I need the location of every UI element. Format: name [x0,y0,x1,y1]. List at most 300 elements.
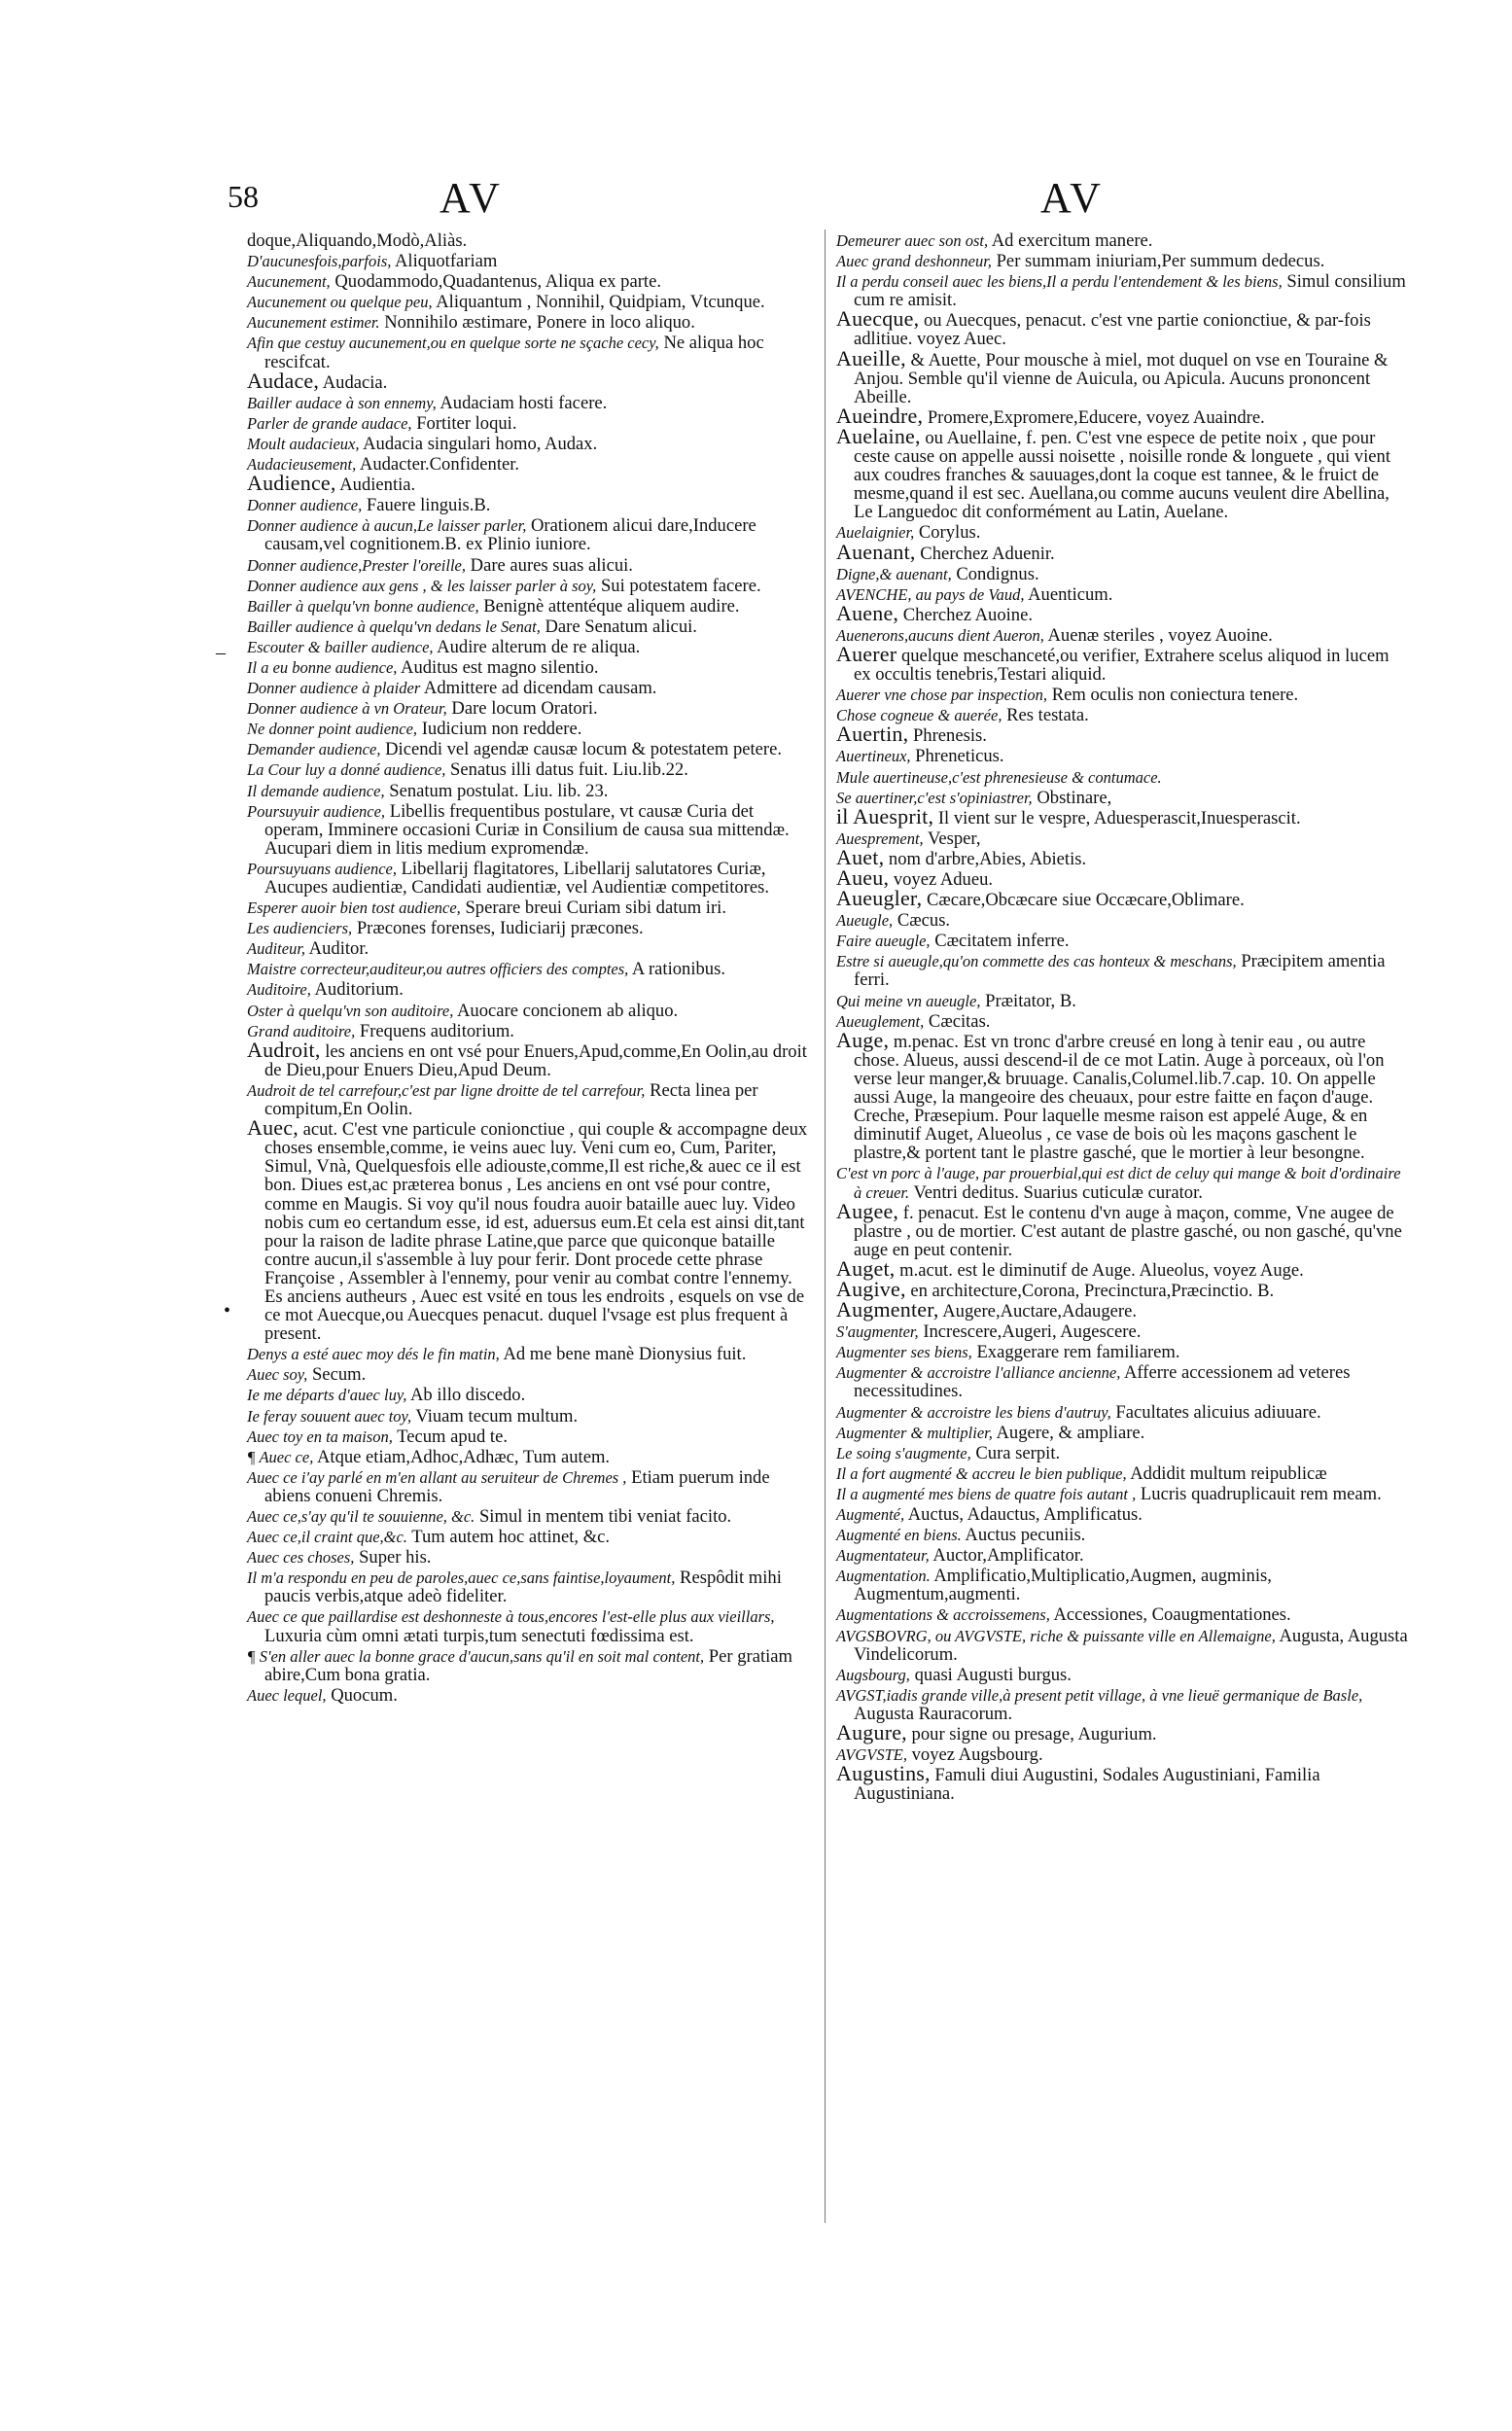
entry-latin: quasi Augusti burgus. [914,1664,1072,1685]
dictionary-entry [836,886,1410,911]
entry-latin: Facultates alicuius adiuuare. [1115,1401,1321,1423]
entry-headword: Aueugler, [836,886,923,911]
entry-french: Auertineux, [836,747,911,766]
entry-latin: voyez Adueu. [893,869,994,890]
entry-latin: doque,Aliquando,Modò,Aliàs. [247,230,468,251]
entry-latin: Libellis frequentibus postulare, vt causæ Curia det operam, Imminere occasioni Curiæ in Consilium de causa sua mittendæ. Aucupari diem in litis medium expromendæ. [264,800,790,859]
dictionary-entry [247,1343,813,1363]
entry-latin: Præcipitem amentia ferri. [854,951,1386,991]
dictionary-entry [836,930,1410,950]
dictionary-entry [247,291,813,311]
entry-latin: Auctor,Amplificator. [932,1545,1084,1567]
entry-french: Aucunement, [247,272,331,292]
dictionary-entry [247,917,813,937]
entry-latin: quelque meschanceté,ou verifier, Extrahere scelus aliquod in lucem ex occultis tenebris,Testari aliquid. [854,645,1389,686]
entry-latin: Accessiones, Coaugmentationes. [1053,1604,1291,1626]
entry-french: Augmenter & multiplier, [836,1423,993,1442]
entry-latin: Cæcare,Obcæcare siue Occæcare,Oblimare. [926,890,1245,911]
dictionary-entry [247,1684,813,1705]
entry-french: Auditeur, [247,939,306,959]
entry-latin: Auditus est magno silentio. [401,656,599,678]
entry-latin: Cherchez Aduenir. [920,543,1055,564]
entry-headword: il Auesprit, [836,803,934,828]
entry-latin: Auocare concionem ab aliquo. [456,1000,679,1021]
entry-headword: Auenant, [836,539,916,564]
entry-headword: Auene, [836,600,899,625]
entry-french: Il demande audience, [247,781,385,800]
entry-french: Donner audience, [247,496,363,515]
entry-latin: Famuli diui Augustini, Sodales Augustiniani, Familia Augustiniana. [854,1765,1320,1805]
dictionary-entry [836,745,1410,765]
entry-latin: Cæcitatem inferre. [934,931,1070,952]
entry-french: Poursuyuir audience, [247,801,386,821]
entry-latin: Frequens auditorium. [359,1020,514,1041]
entry-latin: Audacia singulari homo, Audax. [363,433,598,454]
entry-latin: Per gratiam abire,Cum bona gratia. [264,1645,793,1685]
entry-french: S'augmenter, [836,1322,919,1342]
entry-french: AVGVSTE, [836,1745,907,1765]
entry-latin: Il vient sur le vespre, Aduesperascit,Inuesperascit. [937,807,1301,828]
dictionary-entry [836,624,1410,645]
dictionary-entry [247,1020,813,1040]
dictionary-entry [247,1384,813,1404]
dictionary-entry [247,1363,813,1384]
entry-latin: Vesper, [927,828,981,849]
dictionary-entry [836,828,1410,848]
entry-french: Maistre correcteur,auditeur,ou autres officiers des comptes, [247,960,629,979]
entry-latin: Augusta, Augusta Vindelicorum. [854,1625,1408,1665]
entry-french: AVGST,iadis grande ville,à present petit village, à vne lieuë germanique de Basle, [836,1685,1363,1705]
dictionary-entry [247,554,813,575]
dictionary-entry [247,758,813,779]
entry-french: Demander audience, [247,740,381,759]
entry-french: ¶ S'en aller auec la bonne grace d'aucun,sans qu'il en soit mal content, [247,1646,705,1666]
entry-latin: Libellarij flagitatores, Libellarij salutatores Curiæ, Aucupes audientiæ, Candidati audientiæ, vel Audientiæ competitores. [264,858,769,898]
entry-latin: Ad exercitum manere. [991,230,1153,251]
entry-latin: Præitator, B. [985,990,1076,1011]
dictionary-entry [836,250,1410,270]
dictionary-entry [836,1255,1410,1281]
entry-latin: Per summam iniuriam,Per summum dedecus. [996,251,1325,272]
dictionary-entry [836,1603,1410,1624]
entry-latin: Sui potestatem facere. [600,575,761,596]
dictionary-entry [247,412,813,433]
entry-latin: Aliquantum , Nonnihil, Quidpiam, Vtcunque. [436,292,765,313]
entry-latin: Audaciam hosti facere. [440,392,608,413]
entry-latin: Quodammodo,Quadantenus, Aliqua ex parte. [334,271,661,293]
dictionary-entry [836,1422,1410,1442]
dictionary-entry [247,1426,813,1446]
dictionary-entry [247,1567,813,1605]
dictionary-entry [247,677,813,697]
entry-headword: Aueille, [836,345,906,370]
dictionary-entry [836,1010,1410,1031]
dictionary-entry [247,897,813,917]
entry-latin: Promere,Expromere,Educere, voyez Auaindre. [927,406,1265,428]
entry-french: Il a perdu conseil auec les biens,Il a perdu l'entendement & les biens, [836,272,1283,292]
entry-french: Denys a esté auec moy dés le fin matin, [247,1345,500,1364]
entry-latin: Exaggerare rem familiarem. [976,1342,1180,1363]
entry-latin: Dicendi vel agendæ causæ locum & potestatem petere. [385,739,783,760]
dictionary-entry [836,563,1410,583]
entry-french: Donner audience,Prester l'oreille, [247,555,466,575]
dictionary-entry [836,539,1410,564]
entry-french: Aueuglement, [836,1011,925,1031]
dictionary-entry [836,1297,1410,1322]
entry-french: Escouter & bailler audience, [247,637,434,656]
entry-french: Augmenté, [836,1505,905,1524]
entry-latin: Res testata. [1006,705,1089,726]
dictionary-entry [247,1505,813,1526]
entry-french: Auenerons,aucuns dient Aueron, [836,625,1044,645]
entry-french: Afin que cestuy aucunement,ou en quelque sorte ne sçache cecy, [247,334,659,353]
entry-latin: Dare locum Oratori. [451,698,598,720]
entry-latin: Recta linea per compitum,En Oolin. [264,1079,758,1120]
dictionary-entry [247,270,813,291]
entry-latin: Phrenesis. [912,725,987,747]
entry-latin: Ne aliqua hoc rescifcat. [264,333,764,372]
dictionary-entry [836,1761,1410,1805]
dictionary-entry [836,1442,1410,1462]
entry-headword: Auelaine, [836,423,921,448]
entry-headword: Augure, [836,1720,907,1745]
entry-latin: ou Auecques, penacut. c'est vne partie conionctiue, & par-fois adlitiue. voyez Auec. [854,310,1371,350]
dictionary-entry [836,423,1410,523]
dictionary-entry [247,311,813,332]
entry-latin: Condignus. [956,563,1039,584]
entry-latin: Auditorium. [314,979,404,1001]
entry-french: Auesprement, [836,828,924,848]
entry-latin: Fortiter loqui. [416,412,517,434]
entry-french: Il m'a respondu en peu de paroles,auec ce,sans faintise,loyaument, [247,1568,676,1588]
entry-latin: Cæcus. [897,910,951,932]
entry-headword: Aueindre, [836,403,924,428]
dictionary-entry [836,1341,1410,1361]
entry-latin: Ab illo discedo. [409,1385,526,1406]
dictionary-entry [247,250,813,270]
entry-french: Demeurer auec son ost, [836,231,989,250]
entry-latin: Nonnihilo æstimare, Ponere in loco aliquo. [384,312,695,334]
entry-french: ¶ Auec ce, [247,1447,314,1466]
entry-headword: Auec, [247,1115,299,1141]
dictionary-entry [247,1037,813,1080]
entry-french: Donner audience aux gens , & les laisser parler à soy, [247,576,597,595]
entry-headword: Auerer [836,641,897,666]
dictionary-entry [247,656,813,677]
entry-french: Faire aueugle, [836,932,931,951]
entry-french: Moult audacieux, [247,434,360,453]
dictionary-entry [247,229,813,250]
entry-latin: Increscere,Augeri, Augescere. [923,1321,1142,1343]
entry-french: Auec grand deshonneur, [836,252,992,271]
entry-latin: Respôdit mihi paucis verbis,atque adeò fideliter. [264,1568,782,1607]
entry-french: Chose cogneue & auerée, [836,706,1002,725]
entry-french: Le soing s'augmente, [836,1443,971,1462]
dictionary-entry [836,803,1410,828]
entry-french: Augmenté en biens. [836,1526,962,1545]
dictionary-entry [247,1115,813,1345]
entry-french: Auec ces choses, [247,1548,355,1568]
entry-latin: Augere, & ampliare. [996,1422,1145,1443]
entry-french: Grand auditoire, [247,1021,356,1040]
entry-latin: A rationibus. [631,959,725,980]
entry-french: Poursuyuans audience, [247,859,397,878]
dictionary-entry [836,1162,1410,1201]
entry-latin: acut. C'est vne particule conionctiue , qui couple & accompagne deux choses ensemble,comme, ie veins auec luy. Veni cum eo, Cum, Pariter, Simul, Vnà, Quelquesfois elle adiouste,comme,Il est riche,& auec ce il est bon. Diues est,ac præterea bonus , Les anciens en ont vsé pour contre, comme en Maugis. Si voy qu'il nous foudra auoir bataille auec luy. Video nobis cum eo certandum esse, id est, aduersus eum.Et cela est ainsi dit,tant pour la raison de ladite phrase Latine,que parce que quiconque bataille contre aucun,il s'assemble à luy pour ferir. Dont procede cette phrase Françoise , Assembler à l'ennemy, pour venir au combat contre l'ennemy. Es anciens autheurs , Auec est vsité en tous les endroits , esquels on vse de ce mot Auecque,ou Auecques penacut. duquel l'vsage est plus frequent à present. [264,1119,808,1345]
dictionary-entry [247,800,813,858]
entry-french: Auec toy en ta maison, [247,1427,393,1446]
dictionary-entry [247,392,813,412]
dictionary-entry [836,865,1410,890]
dictionary-entry [836,1524,1410,1544]
entry-headword: Auecque, [836,306,920,332]
dictionary-entry [836,1401,1410,1422]
entry-latin: voyez Augsbourg. [911,1744,1043,1766]
dictionary-entry [836,684,1410,704]
entry-latin: Audacia. [322,371,388,393]
right-column [836,229,1410,1803]
dictionary-entry [836,990,1410,1010]
entry-latin: Quocum. [331,1684,398,1706]
entry-latin: Auctus, Adauctus, Amplificatus. [907,1504,1143,1525]
column-divider [825,229,826,2223]
entry-french: AVGSBOVRG, ou AVGVSTE, riche & puissante ville en Allemaigne, [836,1626,1276,1645]
dictionary-entry [247,1645,813,1684]
entry-french: Auec soy, [247,1365,308,1385]
entry-latin: Secum. [311,1364,367,1386]
entry-french: Digne,& auenant, [836,564,952,583]
entry-latin: Præcones forenses, Iudiciarij præcones. [356,918,644,939]
entry-french: D'aucunesfois,parfois, [247,252,392,271]
entry-french: Il a eu bonne audience, [247,657,398,677]
dictionary-entry [836,1361,1410,1400]
entry-latin: Tecum apud te. [397,1426,508,1447]
entry-latin: Augere,Auctare,Adaugere. [942,1301,1137,1322]
entry-french: Aucunement estimer. [247,313,380,333]
dictionary-entry [247,958,813,978]
margin-dot: • [224,1300,231,1321]
entry-french: Augmenter & accroistre l'alliance ancienne, [836,1363,1121,1383]
dictionary-entry [247,1466,813,1505]
entry-latin: Fauere linguis.B. [366,495,491,516]
dictionary-entry [836,1625,1410,1664]
entry-latin: Auditor. [308,938,369,960]
dictionary-entry [836,1198,1410,1260]
dictionary-entry [836,1027,1410,1164]
entry-french: Auec ce,il craint que,&c. [247,1528,407,1547]
entry-latin: Super his. [359,1547,432,1568]
dictionary-entry [836,844,1410,869]
dictionary-entry [247,1000,813,1020]
dictionary-entry [836,270,1410,309]
dictionary-entry [247,368,813,393]
entry-latin: Afferre accessionem ad veteres necessitudines. [854,1362,1351,1402]
entry-latin: Luxuria cùm omni ætati turpis,tum senectuti fœdissima est. [264,1625,694,1646]
dictionary-entry [836,1321,1410,1341]
entry-french: Qui meine vn aueugle, [836,991,981,1010]
entry-latin: Auenæ steriles , voyez Auoine. [1047,624,1273,646]
dictionary-entry [247,1526,813,1546]
entry-latin: Viuam tecum multum. [415,1405,579,1427]
entry-french: Se auertiner,c'est s'opiniastrer, [836,788,1033,807]
dictionary-entry [836,766,1410,787]
entry-french: Bailler audace à son ennemy, [247,393,437,412]
entry-headword: Audience, [247,471,336,496]
entry-latin: Senatum postulat. Liu. lib. 23. [389,780,609,801]
entry-latin: Audacter.Confidenter. [359,454,520,476]
entry-french: Auerer vne chose par inspection, [836,686,1048,705]
entry-latin: Admittere ad dicendam causam. [423,678,657,699]
dictionary-entry [247,1446,813,1466]
dictionary-entry [836,909,1410,930]
entry-latin: Addidit multum reipublicæ [1130,1462,1327,1484]
entry-latin: ou Auellaine, f. pen. C'est vne espece de petite noix , que pour ceste cause on appelle aussi noisette , noisille ronde & longuete , qui vient aux coudres franches & sauuages,dont la coque est tannee, & le fruict de mesme,quand il est sec. Auellana,ou comme aucuns veulent dire Abellina, Le Languedoc dit conformément au Latin, Auelane. [854,427,1390,523]
dictionary-entry [247,697,813,718]
entry-french: Augsbourg, [836,1665,910,1684]
entry-headword: Auet, [836,844,885,869]
entry-french: Oster à quelqu'vn son auditoire, [247,1001,454,1020]
dictionary-entry [247,1605,813,1644]
entry-headword: Augmenter, [836,1297,939,1322]
entry-french: Bailler audience à quelqu'vn dedans le Senat, [247,617,541,636]
dictionary-entry [836,1565,1410,1603]
dictionary-entry [247,471,813,496]
entry-french: AVENCHE, au pays de Vaud, [836,584,1025,604]
entry-french: Auec lequel, [247,1685,327,1705]
entry-latin: & Auette, Pour mousche à miel, mot duquel on vse en Touraine & Anjou. Semble qu'il vienne de Auicula, ou Apicula. Aucuns prononcent Abeille. [854,349,1389,407]
dictionary-entry [836,724,1410,745]
dictionary-entry [247,738,813,758]
dictionary-entry [836,345,1410,407]
entry-french: Auec ce,s'ay qu'il te souuienne, &c. [247,1507,475,1526]
entry-latin: pour signe ou presage, Augurium. [911,1724,1157,1745]
entry-latin: Audientia. [339,475,416,496]
entry-latin: Orationem alicui dare,Inducere causam,vel cognitionem.B. ex Plinio iuniore. [264,515,756,555]
entry-latin: Phreneticus. [915,746,1004,767]
entry-headword: Aueu, [836,865,890,890]
dictionary-entry [247,1079,813,1118]
dictionary-entry [247,494,813,514]
running-header-right: AV [1040,174,1105,222]
entry-french: Auelaignier, [836,523,915,543]
dictionary-entry [247,1546,813,1567]
entry-latin: Tum autem hoc attinet, &c. [411,1527,611,1548]
entry-french: Augmenter & accroistre les biens d'autruy, [836,1402,1111,1422]
entry-french: Bailler à quelqu'vn bonne audience, [247,596,479,616]
dictionary-entry [247,978,813,999]
dictionary-entry [836,641,1410,686]
entry-latin: Augusta Rauracorum. [854,1703,1013,1724]
page-number: 58 [228,179,259,214]
dictionary-entry [836,1503,1410,1524]
entry-french: Parler de grande audace, [247,413,412,433]
dictionary-entry [836,1462,1410,1483]
entry-french: Auec ce i'ay parlé en m'en allant au seruiteur de Chremes , [247,1467,627,1487]
entry-headword: Augee, [836,1198,899,1223]
dictionary-entry [247,718,813,738]
dictionary-entry [836,1483,1410,1503]
dictionary-entry [836,1664,1410,1684]
entry-french: Esperer auoir bien tost audience, [247,898,461,918]
entry-latin: nom d'arbre,Abies, Abietis. [888,848,1087,869]
entry-french: Augmenter ses biens, [836,1343,972,1362]
dictionary-entry [836,583,1410,604]
dictionary-entry [836,229,1410,250]
entry-french: La Cour luy a donné audience, [247,760,446,780]
entry-french: Mule auertineuse,c'est phrenesieuse & contumace. [836,767,1162,787]
entry-french: Ne donner point audience, [247,720,418,739]
entry-french: Audacieusement, [247,455,357,475]
entry-french: Audroit de tel carrefour,c'est par ligne droitte de tel carrefour, [247,1080,646,1100]
entry-headword: Augustins, [836,1761,931,1786]
dictionary-entry [247,433,813,453]
entry-french: Estre si aueugle,qu'on commette des cas honteux & meschans, [836,952,1237,971]
dictionary-entry [247,1405,813,1426]
entry-french: Il a fort augmenté & accreu le bien publique, [836,1463,1127,1483]
entry-latin: Corylus. [918,522,981,544]
entry-latin: f. penacut. Est le contenu d'vn auge à maçon, comme, Vne augee de plastre , ou de mortier. C'est autant de plastre gasché, ou non gasché, qu'vne auge en peut contenir. [854,1202,1402,1260]
entry-latin: Simul in mentem tibi veniat facito. [478,1506,732,1527]
dictionary-entry [836,306,1410,350]
entry-french: Augmentateur, [836,1546,930,1566]
dictionary-entry [836,521,1410,542]
entry-latin: les anciens en ont vsé pour Enuers,Apud,comme,En Oolin,au droit de Dieu,pour Enuers Dieu,Apud Deum. [264,1040,807,1080]
entry-latin: Lucris quadruplicauit rem meam. [1140,1483,1382,1504]
entry-latin: Audire alterum de re aliqua. [437,636,641,657]
margin-dash: – [216,642,226,663]
entry-latin: Atque etiam,Adhoc,Adhæc, Tum autem. [316,1446,611,1467]
entry-latin: Auenticum. [1028,583,1113,605]
entry-latin: Ventri deditus. Suarius cuticulæ curator. [913,1181,1203,1203]
left-column [247,229,813,1705]
dictionary-entry [836,600,1410,625]
entry-latin: en architecture,Corona, Precinctura,Præcinctio. B. [910,1280,1275,1301]
entry-latin: Senatus illi datus fuit. Liu.lib.22. [450,759,688,781]
entry-latin: Sperare breui Curiam sibi datum iri. [465,898,726,919]
entry-latin: Auctus pecuniis. [965,1525,1086,1546]
entry-french: Ie me départs d'auec luy, [247,1386,407,1405]
entry-french: Donner audience à vn Orateur, [247,699,447,719]
running-header-left: AV [440,174,504,222]
entry-french: Donner audience à plaider [247,679,421,698]
entry-french: Aucunement ou quelque peu, [247,293,433,312]
entry-latin: Cura serpit. [975,1442,1061,1463]
dictionary-entry [247,937,813,958]
entry-latin: m.penac. Est vn tronc d'arbre creusé en long à tenir eau , ou autre chose. Alueus, aussi descend-il de ce mot Latin. Auge à porceaux, où l'on verse leur manger,& bruuage. Canalis,Columel.lib.7.cap. 10. On appelle aussi Auge, la mangeoire des cheuaux, pour estre faitte en façon d'auge. Creche, Præsepium. Pour laquelle mesme raison est appelé Auge, & en diminutif Auget, Alueolus , ce vase de bois où les maçons gaschent le plastre,& portent tant le plastre gasché, que le mortier à leur besongne. [854,1031,1385,1164]
entry-french: Aueugle, [836,911,894,931]
dictionary-entry [836,1544,1410,1565]
dictionary-entry [247,332,813,370]
entry-french: Il a augmenté mes biens de quatre fois autant , [836,1484,1137,1503]
dictionary-entry [247,780,813,800]
entry-latin: Cæcitas. [928,1010,991,1032]
entry-headword: Auget, [836,1255,896,1281]
dictionary-entry [247,858,813,897]
entry-headword: Audace, [247,368,320,393]
entry-latin: Aliquotfariam [395,251,498,272]
entry-headword: Augive, [836,1276,906,1301]
dictionary-entry [836,950,1410,989]
entry-latin: m.acut. est le diminutif de Auge. Alueolus, voyez Auge. [899,1259,1304,1281]
entry-headword: Auertin, [836,722,909,747]
entry-french: Auec ce que paillardise est deshonneste à tous,encores l'est-elle plus aux vieillars, [247,1607,775,1627]
entry-latin: Etiam puerum inde abiens conueni Chremis. [264,1466,770,1506]
dictionary-entry [247,636,813,656]
entry-french: Ie feray souuent auec toy, [247,1406,412,1426]
dictionary-entry [836,704,1410,724]
entry-french: Auditoire, [247,980,311,1000]
entry-french: Les audienciers, [247,919,353,938]
